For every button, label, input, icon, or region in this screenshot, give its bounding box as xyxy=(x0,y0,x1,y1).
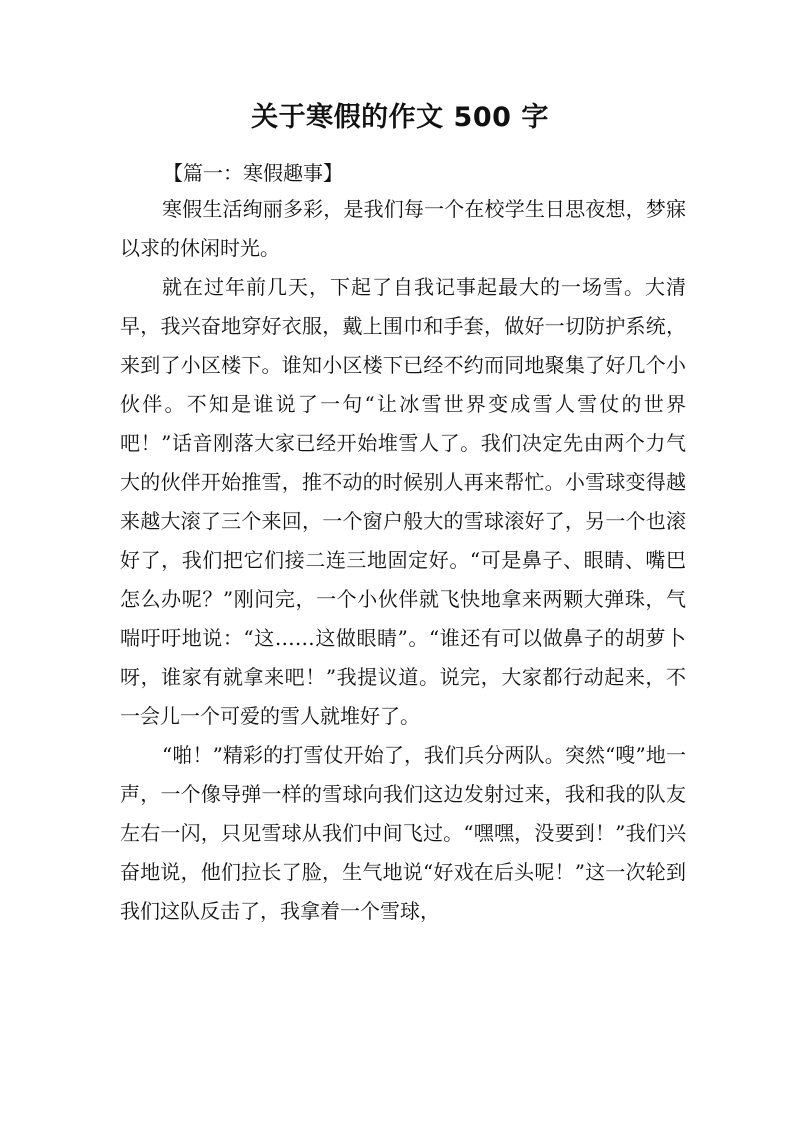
document-title: 关于寒假的作文 500 字 xyxy=(251,102,549,133)
section-heading: 【篇一：寒假趣事】 xyxy=(163,161,343,185)
paragraph-snowball-fight: “啪！”精彩的打雪仗开始了，我们兵分两队。突然“嗖”地一声，一个像导弹一样的雪球向我们这边发射过来，我和我的队友左右一闪，只见雪球从我们中间飞过。“嘿嘿，没要到！”我们兴奋地说，他们拉长了脸，生气地说“好戏在后头呢！”这一次轮到我们这队反击了，我拿着一个雪球， xyxy=(120,743,686,923)
document-body xyxy=(120,190,686,931)
paragraph-intro: 寒假生活绚丽多彩，是我们每一个在校学生日思夜想，梦寐以求的休闲时光。 xyxy=(120,197,686,260)
paragraph-snowman: 就在过年前几天，下起了自我记事起最大的一场雪。大清早，我兴奋地穿好衣服，戴上围巾和手套，做好一切防护系统，来到了小区楼下。谁知小区楼下已经不约而同地聚集了好几个小伙伴。不知是谁说了一句“让冰雪世界变成雪人雪仗的世界吧！”话音刚落大家已经开始堆雪人了。我们决定先由两个力气大的伙伴开始推雪，推不动的时候别人再来帮忙。小雪球变得越来越大滚了三个来回，一个窗户般大的雪球滚好了，另一个也滚好了，我们把它们接二连三地固定好。“可是鼻子、眼睛、嘴巴怎么办呢？”刚问完，一个小伙伴就飞快地拿来两颗大弹珠，气喘吁吁地说：“这……这做眼睛”。“谁还有可以做鼻子的胡萝卜呀，谁家有就拿来吧！”我提议道。说完，大家都行动起来，不一会儿一个可爱的雪人就堆好了。 xyxy=(120,275,686,728)
